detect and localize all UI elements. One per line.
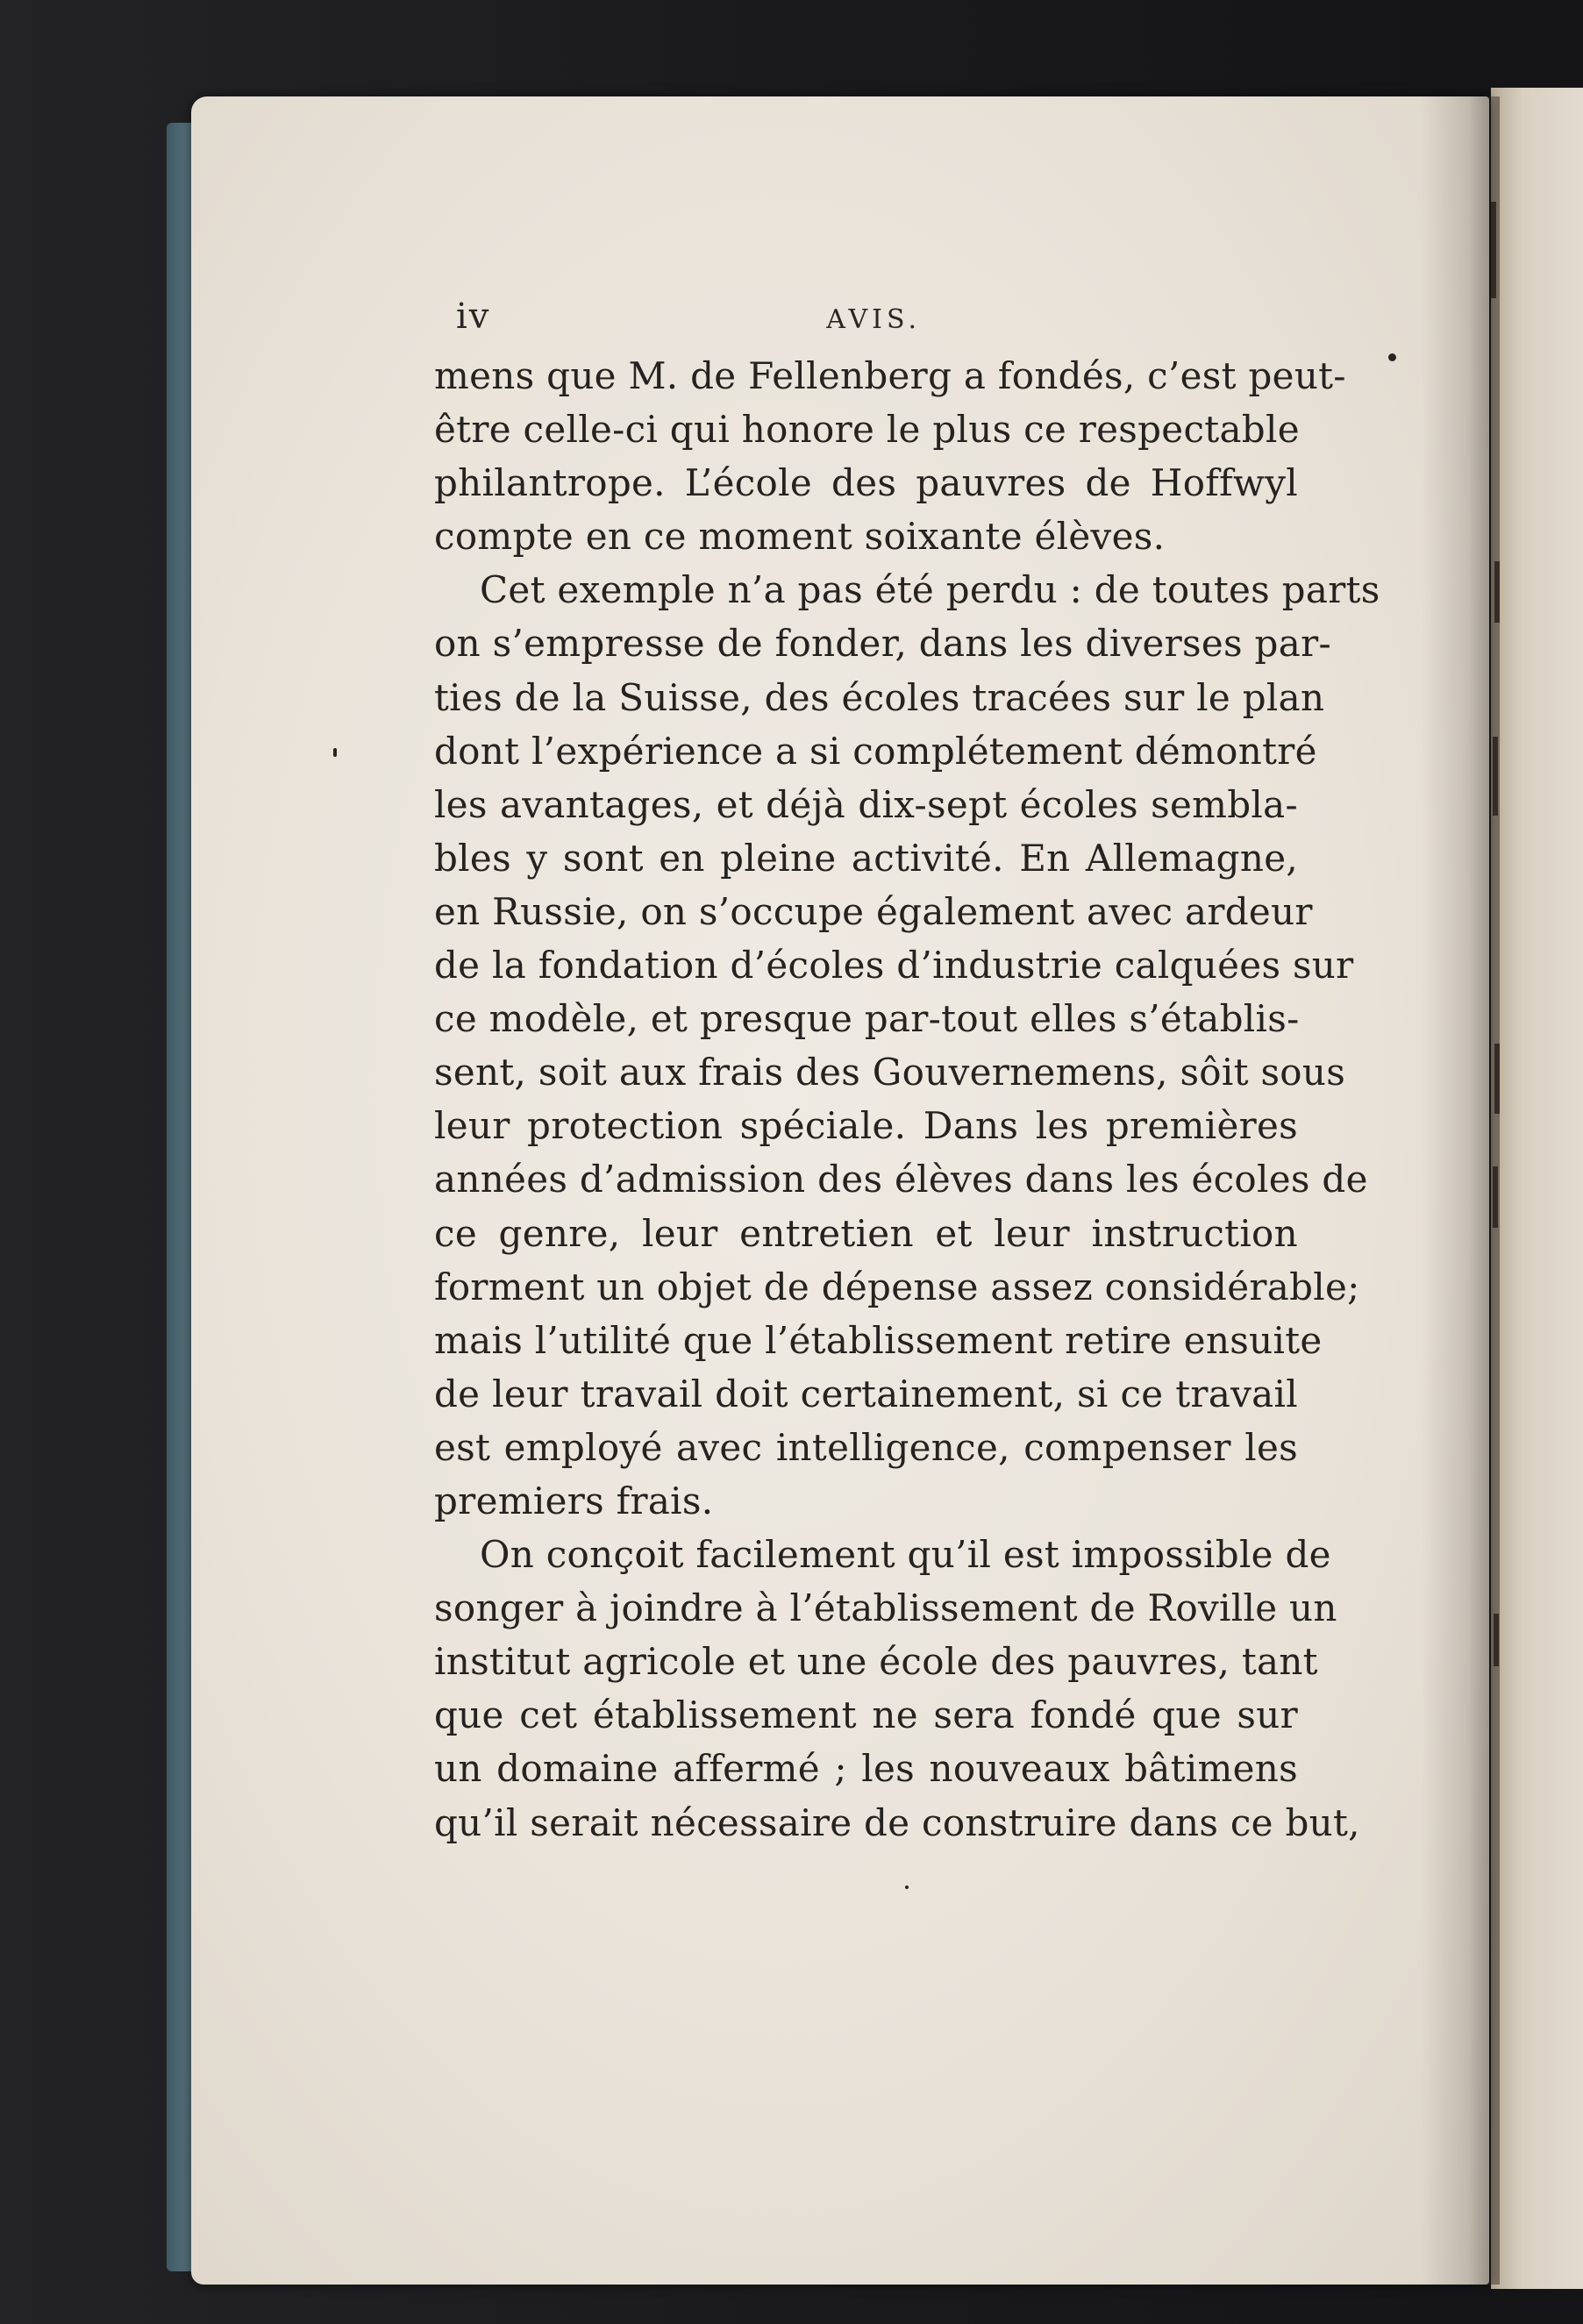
text-line: Cet exemple n’a pas été perdu : de toutes parts [480, 568, 1380, 612]
text-line: mens que M. de Fellenberg a fondés, c’est peut- [434, 354, 1346, 397]
text-line: leur protection spéciale. Dans les premières [434, 1104, 1298, 1148]
text-line: sent, soit aux frais des Gouvernemens, sôit sous [434, 1051, 1346, 1094]
text-line: de leur travail doit certainement, si ce travail [434, 1372, 1298, 1415]
body-text [434, 349, 1380, 1850]
text-line: que cet établissement ne sera fondé que sur [434, 1693, 1298, 1737]
text-line: un domaine affermé ; les nouveaux bâtimens [434, 1747, 1298, 1791]
text-line: ce modèle, et presque par-tout elles s’établis- [434, 997, 1300, 1041]
text-line: années d’admission des élèves dans les écoles de [434, 1158, 1368, 1201]
text-line: premiers frais. [434, 1479, 714, 1522]
text-line: bles y sont en pleine activité. En Allemagne, [434, 836, 1298, 880]
text-line: songer à joindre à l’établissement de Roville un [434, 1586, 1337, 1630]
ink-speck [905, 1886, 909, 1889]
text-line: philantrope. L’école des pauvres de Hoffwyl [434, 461, 1298, 505]
text-line: institut agricole et une école des pauvres, tant [434, 1640, 1318, 1684]
text-line: compte en ce moment soixante élèves. [434, 515, 1166, 559]
text-line: être celle-ci qui honore le plus ce respectable [434, 408, 1300, 452]
page-number: iv [456, 296, 491, 337]
text-line: les avantages, et déjà dix-sept écoles sembla- [434, 782, 1298, 826]
text-line: en Russie, on s’occupe également avec ardeur [434, 889, 1313, 933]
running-head [456, 296, 947, 337]
text-line: On conçoit facilement qu’il est impossible de [480, 1533, 1331, 1577]
facing-page-edge [1491, 88, 1583, 2289]
text-line: ties de la Suisse, des écoles tracées sur le plan [434, 675, 1325, 719]
ink-speck [333, 748, 337, 757]
text-line: forment un objet de dépense assez considérable; [434, 1265, 1360, 1308]
running-title: AVIS. [826, 304, 921, 335]
text-line: dont l’expérience a si complétement démontré [434, 729, 1317, 773]
text-line: de la fondation d’écoles d’industrie calquées sur [434, 944, 1354, 987]
text-line: ce genre, leur entretien et leur instruction [434, 1211, 1298, 1255]
text-line: on s’empresse de fonder, dans les diverses par- [434, 622, 1331, 666]
page-gutter-shadow [1421, 96, 1500, 2285]
ink-speck [1388, 353, 1396, 361]
text-line: mais l’utilité que l’établissement retire ensuite [434, 1318, 1323, 1362]
text-line: qu’il serait nécessaire de construire dans ce but, [434, 1800, 1360, 1844]
text-line: est employé avec intelligence, compenser les [434, 1425, 1298, 1469]
